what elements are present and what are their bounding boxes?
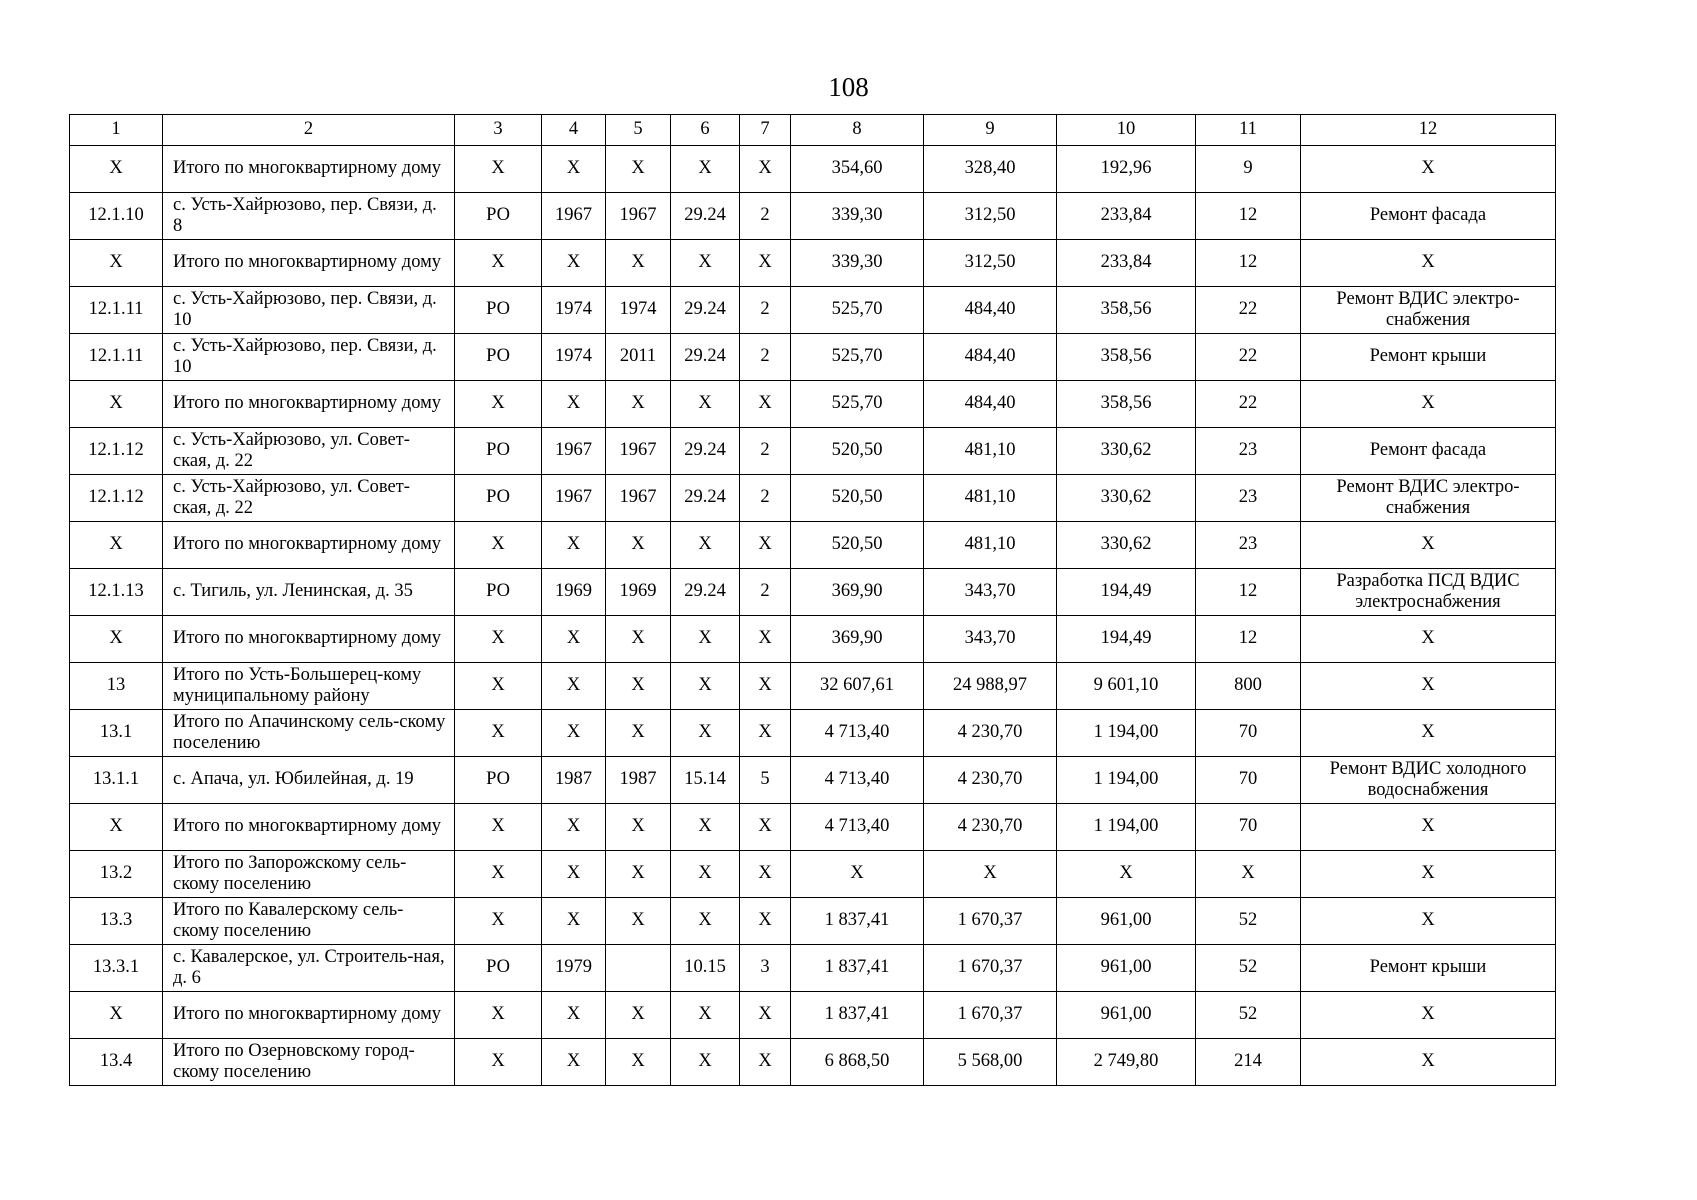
table-cell-col-4: X: [542, 146, 606, 193]
table-cell-col-5: 2011: [606, 334, 671, 381]
table-row: [70, 287, 1556, 334]
table-cell-col-12: X: [1301, 851, 1556, 898]
table-cell-col-11: 52: [1196, 992, 1301, 1039]
column-header-10: 10: [1057, 115, 1196, 146]
table-cell-col-4: 1967: [542, 193, 606, 240]
table-cell-col-1: X: [70, 616, 163, 663]
table-cell-col-5: 1969: [606, 569, 671, 616]
table-cell-col-2: с. Усть-Хайрюзово, ул. Совет-ская, д. 22: [163, 428, 455, 475]
table-cell-col-9: 24 988,97: [924, 663, 1057, 710]
table-cell-col-6: X: [671, 898, 740, 945]
table-cell-col-12: Ремонт ВДИС холодного водоснабжения: [1301, 757, 1556, 804]
table-cell-col-10: 358,56: [1057, 287, 1196, 334]
table-cell-col-2: Итого по Усть-Большерец-кому муниципальному району: [163, 663, 455, 710]
table-cell-col-7: 5: [740, 757, 791, 804]
table-cell-col-7: X: [740, 1039, 791, 1086]
table-cell-col-7: X: [740, 898, 791, 945]
table-row: [70, 851, 1556, 898]
table-cell-col-12: Разработка ПСД ВДИС электроснабжения: [1301, 569, 1556, 616]
table-cell-col-3: РО: [455, 569, 542, 616]
table-cell-col-8: 369,90: [791, 569, 924, 616]
table-cell-col-5: X: [606, 381, 671, 428]
table-cell-col-12: X: [1301, 381, 1556, 428]
table-cell-col-9: 5 568,00: [924, 1039, 1057, 1086]
table-cell-col-7: X: [740, 522, 791, 569]
column-header-5: 5: [606, 115, 671, 146]
table-cell-col-11: 23: [1196, 428, 1301, 475]
table-cell-col-7: 2: [740, 569, 791, 616]
table-cell-col-5: X: [606, 804, 671, 851]
table-cell-col-6: 29.24: [671, 475, 740, 522]
table-cell-col-8: 6 868,50: [791, 1039, 924, 1086]
table-cell-col-7: X: [740, 240, 791, 287]
header-row: [70, 115, 1556, 146]
column-header-2: 2: [163, 115, 455, 146]
table-cell-col-8: 1 837,41: [791, 945, 924, 992]
table-cell-col-11: 23: [1196, 475, 1301, 522]
table-cell-col-6: X: [671, 616, 740, 663]
table-cell-col-9: 484,40: [924, 381, 1057, 428]
table-cell-col-10: 961,00: [1057, 992, 1196, 1039]
table-cell-col-1: X: [70, 240, 163, 287]
table-cell-col-8: 520,50: [791, 522, 924, 569]
table-cell-col-6: X: [671, 381, 740, 428]
table-cell-col-12: Ремонт фасада: [1301, 428, 1556, 475]
table-cell-col-9: 328,40: [924, 146, 1057, 193]
table-cell-col-8: 4 713,40: [791, 804, 924, 851]
table-cell-col-7: 2: [740, 287, 791, 334]
table-cell-col-11: 9: [1196, 146, 1301, 193]
column-header-8: 8: [791, 115, 924, 146]
table-row: [70, 240, 1556, 287]
table-cell-col-2: Итого по многоквартирному дому: [163, 616, 455, 663]
table-cell-col-3: РО: [455, 475, 542, 522]
table-cell-col-3: X: [455, 710, 542, 757]
table-cell-col-3: X: [455, 898, 542, 945]
table-cell-col-8: 4 713,40: [791, 757, 924, 804]
table-cell-col-6: X: [671, 522, 740, 569]
table-cell-col-6: 29.24: [671, 334, 740, 381]
table-cell-col-12: X: [1301, 992, 1556, 1039]
table-cell-col-10: 1 194,00: [1057, 710, 1196, 757]
table-cell-col-7: X: [740, 146, 791, 193]
table-cell-col-3: РО: [455, 334, 542, 381]
table-cell-col-7: X: [740, 710, 791, 757]
table-cell-col-2: с. Кавалерское, ул. Строитель-ная, д. 6: [163, 945, 455, 992]
table-cell-col-9: 484,40: [924, 334, 1057, 381]
table-cell-col-2: Итого по Озерновскому город-скому поселению: [163, 1039, 455, 1086]
table-cell-col-12: Ремонт крыши: [1301, 945, 1556, 992]
table-cell-col-4: X: [542, 804, 606, 851]
page-number: 108: [828, 72, 869, 102]
table-cell-col-5: X: [606, 146, 671, 193]
table-row: [70, 193, 1556, 240]
table-cell-col-9: 1 670,37: [924, 898, 1057, 945]
table-cell-col-5: X: [606, 1039, 671, 1086]
table-cell-col-12: Ремонт фасада: [1301, 193, 1556, 240]
table-cell-col-5: X: [606, 522, 671, 569]
table-cell-col-11: 22: [1196, 381, 1301, 428]
table-cell-col-5: X: [606, 898, 671, 945]
table-cell-col-11: X: [1196, 851, 1301, 898]
table-cell-col-7: X: [740, 804, 791, 851]
table-cell-col-9: 484,40: [924, 287, 1057, 334]
table-cell-col-12: X: [1301, 898, 1556, 945]
table-row: [70, 710, 1556, 757]
column-header-6: 6: [671, 115, 740, 146]
table-cell-col-10: 330,62: [1057, 475, 1196, 522]
table-cell-col-9: X: [924, 851, 1057, 898]
table-cell-col-11: 70: [1196, 757, 1301, 804]
table-cell-col-2: с. Усть-Хайрюзово, пер. Связи, д. 8: [163, 193, 455, 240]
table-cell-col-2: Итого по Запорожскому сель-скому поселению: [163, 851, 455, 898]
table-cell-col-8: 525,70: [791, 334, 924, 381]
table-cell-col-2: с. Усть-Хайрюзово, пер. Связи, д. 10: [163, 287, 455, 334]
table-cell-col-6: X: [671, 240, 740, 287]
table-cell-col-11: 52: [1196, 898, 1301, 945]
table-cell-col-8: 520,50: [791, 428, 924, 475]
table-cell-col-10: 1 194,00: [1057, 757, 1196, 804]
table-cell-col-1: 12.1.13: [70, 569, 163, 616]
table-cell-col-5: X: [606, 992, 671, 1039]
table-cell-col-4: X: [542, 710, 606, 757]
table-cell-col-5: 1974: [606, 287, 671, 334]
table-cell-col-10: 1 194,00: [1057, 804, 1196, 851]
table-cell-col-10: 961,00: [1057, 898, 1196, 945]
table-cell-col-11: 12: [1196, 240, 1301, 287]
table-cell-col-6: 15.14: [671, 757, 740, 804]
table-cell-col-3: X: [455, 146, 542, 193]
table-row: [70, 428, 1556, 475]
table-row: [70, 146, 1556, 193]
table-cell-col-9: 1 670,37: [924, 992, 1057, 1039]
table-cell-col-2: с. Усть-Хайрюзово, ул. Совет-ская, д. 22: [163, 475, 455, 522]
table-cell-col-9: 312,50: [924, 240, 1057, 287]
table-cell-col-3: X: [455, 616, 542, 663]
table-cell-col-1: 12.1.12: [70, 475, 163, 522]
table-cell-col-12: X: [1301, 710, 1556, 757]
table-cell-col-1: X: [70, 146, 163, 193]
table-cell-col-10: 194,49: [1057, 616, 1196, 663]
table-cell-col-11: 800: [1196, 663, 1301, 710]
table-cell-col-5: 1967: [606, 193, 671, 240]
table-cell-col-1: 12.1.10: [70, 193, 163, 240]
table-cell-col-9: 1 670,37: [924, 945, 1057, 992]
table-cell-col-1: 13.3.1: [70, 945, 163, 992]
table-cell-col-2: Итого по многоквартирному дому: [163, 992, 455, 1039]
table-cell-col-3: X: [455, 1039, 542, 1086]
table-cell-col-4: X: [542, 663, 606, 710]
table-cell-col-9: 4 230,70: [924, 710, 1057, 757]
table-cell-col-5: X: [606, 663, 671, 710]
table-cell-col-10: 358,56: [1057, 381, 1196, 428]
table-cell-col-6: X: [671, 146, 740, 193]
table-cell-col-1: 13: [70, 663, 163, 710]
table-cell-col-3: X: [455, 240, 542, 287]
data-table: [69, 114, 1556, 1086]
table-cell-col-7: 2: [740, 475, 791, 522]
table-cell-col-4: 1979: [542, 945, 606, 992]
table-cell-col-11: 12: [1196, 569, 1301, 616]
table-cell-col-7: X: [740, 381, 791, 428]
table-cell-col-10: 330,62: [1057, 522, 1196, 569]
table-cell-col-2: с. Усть-Хайрюзово, пер. Связи, д. 10: [163, 334, 455, 381]
table-cell-col-1: 12.1.11: [70, 287, 163, 334]
table-cell-col-1: 12.1.12: [70, 428, 163, 475]
table-cell-col-2: Итого по многоквартирному дому: [163, 522, 455, 569]
table-cell-col-3: РО: [455, 945, 542, 992]
table-cell-col-4: X: [542, 240, 606, 287]
column-header-1: 1: [70, 115, 163, 146]
table-cell-col-6: 29.24: [671, 428, 740, 475]
table-cell-col-1: 13.4: [70, 1039, 163, 1086]
table-cell-col-9: 312,50: [924, 193, 1057, 240]
table-cell-col-8: 1 837,41: [791, 992, 924, 1039]
table-cell-col-11: 12: [1196, 616, 1301, 663]
table-cell-col-1: X: [70, 381, 163, 428]
table-row: [70, 945, 1556, 992]
table-cell-col-6: X: [671, 851, 740, 898]
table-cell-col-3: X: [455, 851, 542, 898]
table-row: [70, 522, 1556, 569]
table-cell-col-7: 2: [740, 193, 791, 240]
table-cell-col-12: X: [1301, 240, 1556, 287]
table-cell-col-8: 4 713,40: [791, 710, 924, 757]
table-cell-col-4: X: [542, 522, 606, 569]
table-cell-col-2: с. Апача, ул. Юбилейная, д. 19: [163, 757, 455, 804]
table-cell-col-3: РО: [455, 193, 542, 240]
table-cell-col-10: 330,62: [1057, 428, 1196, 475]
table-body: [70, 115, 1556, 1086]
table-cell-col-3: X: [455, 381, 542, 428]
table-cell-col-11: 22: [1196, 334, 1301, 381]
table-row: [70, 475, 1556, 522]
table-cell-col-4: X: [542, 898, 606, 945]
table-cell-col-5: 1967: [606, 428, 671, 475]
table-cell-col-7: X: [740, 616, 791, 663]
table-cell-col-2: Итого по многоквартирному дому: [163, 381, 455, 428]
table-cell-col-4: 1974: [542, 287, 606, 334]
table-cell-col-1: X: [70, 522, 163, 569]
table-cell-col-12: X: [1301, 663, 1556, 710]
table-cell-col-12: Ремонт ВДИС электро-снабжения: [1301, 287, 1556, 334]
table-cell-col-12: X: [1301, 146, 1556, 193]
table-cell-col-3: РО: [455, 428, 542, 475]
table-cell-col-4: 1969: [542, 569, 606, 616]
table-cell-col-11: 214: [1196, 1039, 1301, 1086]
table-cell-col-2: с. Тигиль, ул. Ленинская, д. 35: [163, 569, 455, 616]
table-cell-col-10: 2 749,80: [1057, 1039, 1196, 1086]
table-cell-col-11: 12: [1196, 193, 1301, 240]
table-cell-col-7: 2: [740, 334, 791, 381]
table-cell-col-7: 2: [740, 428, 791, 475]
table-cell-col-9: 343,70: [924, 616, 1057, 663]
table-cell-col-10: 961,00: [1057, 945, 1196, 992]
table-row: [70, 804, 1556, 851]
table-cell-col-6: X: [671, 992, 740, 1039]
table-cell-col-4: 1967: [542, 475, 606, 522]
table-cell-col-8: 369,90: [791, 616, 924, 663]
table-cell-col-11: 70: [1196, 710, 1301, 757]
column-header-9: 9: [924, 115, 1057, 146]
table-cell-col-10: 192,96: [1057, 146, 1196, 193]
column-header-3: 3: [455, 115, 542, 146]
table-cell-col-8: 354,60: [791, 146, 924, 193]
table-cell-col-5: 1967: [606, 475, 671, 522]
table-cell-col-9: 481,10: [924, 522, 1057, 569]
table-cell-col-1: 13.1.1: [70, 757, 163, 804]
table-cell-col-6: 10.15: [671, 945, 740, 992]
table-cell-col-10: 233,84: [1057, 193, 1196, 240]
table-cell-col-6: X: [671, 663, 740, 710]
table-cell-col-1: 12.1.11: [70, 334, 163, 381]
table-cell-col-9: 343,70: [924, 569, 1057, 616]
table-row: [70, 663, 1556, 710]
table-cell-col-6: X: [671, 710, 740, 757]
table-cell-col-8: 339,30: [791, 240, 924, 287]
table-cell-col-9: 481,10: [924, 475, 1057, 522]
table-cell-col-3: X: [455, 804, 542, 851]
table-cell-col-12: Ремонт крыши: [1301, 334, 1556, 381]
table-cell-col-11: 70: [1196, 804, 1301, 851]
table-cell-col-6: 29.24: [671, 569, 740, 616]
table-cell-col-3: РО: [455, 287, 542, 334]
table-cell-col-8: 32 607,61: [791, 663, 924, 710]
table-cell-col-5: 1987: [606, 757, 671, 804]
table-cell-col-4: X: [542, 851, 606, 898]
table-cell-col-12: X: [1301, 616, 1556, 663]
table-cell-col-3: X: [455, 663, 542, 710]
table-cell-col-4: 1967: [542, 428, 606, 475]
table-cell-col-8: X: [791, 851, 924, 898]
table-cell-col-12: X: [1301, 804, 1556, 851]
table-cell-col-1: X: [70, 992, 163, 1039]
table-cell-col-7: X: [740, 663, 791, 710]
table-cell-col-8: 525,70: [791, 381, 924, 428]
table-cell-col-7: X: [740, 992, 791, 1039]
table-cell-col-11: 52: [1196, 945, 1301, 992]
table-cell-col-10: 358,56: [1057, 334, 1196, 381]
table-cell-col-8: 339,30: [791, 193, 924, 240]
table-row: [70, 757, 1556, 804]
table-cell-col-4: X: [542, 616, 606, 663]
table-cell-col-3: X: [455, 522, 542, 569]
table-cell-col-1: X: [70, 804, 163, 851]
table-cell-col-9: 4 230,70: [924, 804, 1057, 851]
table-cell-col-10: 9 601,10: [1057, 663, 1196, 710]
table-cell-col-5: X: [606, 240, 671, 287]
table-cell-col-7: X: [740, 851, 791, 898]
table-cell-col-12: X: [1301, 522, 1556, 569]
table-cell-col-3: РО: [455, 757, 542, 804]
table-cell-col-5: X: [606, 616, 671, 663]
table-cell-col-8: 1 837,41: [791, 898, 924, 945]
table-cell-col-4: 1974: [542, 334, 606, 381]
table-cell-col-2: Итого по многоквартирному дому: [163, 804, 455, 851]
table-row: [70, 334, 1556, 381]
table-cell-col-6: X: [671, 1039, 740, 1086]
table-row: [70, 992, 1556, 1039]
table-cell-col-6: 29.24: [671, 287, 740, 334]
column-header-7: 7: [740, 115, 791, 146]
table-cell-col-11: 22: [1196, 287, 1301, 334]
table-cell-col-5: X: [606, 851, 671, 898]
table-cell-col-12: X: [1301, 1039, 1556, 1086]
table-row: [70, 569, 1556, 616]
table-row: [70, 616, 1556, 663]
table-cell-col-2: Итого по многоквартирному дому: [163, 146, 455, 193]
column-header-4: 4: [542, 115, 606, 146]
table-cell-col-11: 23: [1196, 522, 1301, 569]
column-header-11: 11: [1196, 115, 1301, 146]
table-cell-col-3: X: [455, 992, 542, 1039]
table-cell-col-7: 3: [740, 945, 791, 992]
column-header-12: 12: [1301, 115, 1556, 146]
table-cell-col-2: Итого по Кавалерскому сель-скому поселению: [163, 898, 455, 945]
table-row: [70, 898, 1556, 945]
table-cell-col-4: X: [542, 381, 606, 428]
table-cell-col-4: X: [542, 992, 606, 1039]
table-cell-col-4: X: [542, 1039, 606, 1086]
table-cell-col-10: X: [1057, 851, 1196, 898]
table-cell-col-6: X: [671, 804, 740, 851]
table-cell-col-4: 1987: [542, 757, 606, 804]
table-cell-col-1: 13.1: [70, 710, 163, 757]
table-cell-col-9: 481,10: [924, 428, 1057, 475]
table-cell-col-1: 13.2: [70, 851, 163, 898]
table-cell-col-5: [606, 945, 671, 992]
table-cell-col-10: 194,49: [1057, 569, 1196, 616]
table-cell-col-6: 29.24: [671, 193, 740, 240]
table-cell-col-9: 4 230,70: [924, 757, 1057, 804]
table-row: [70, 381, 1556, 428]
table-cell-col-10: 233,84: [1057, 240, 1196, 287]
table-cell-col-2: Итого по многоквартирному дому: [163, 240, 455, 287]
table-cell-col-8: 525,70: [791, 287, 924, 334]
table-cell-col-5: X: [606, 710, 671, 757]
table-row: [70, 1039, 1556, 1086]
table-cell-col-1: 13.3: [70, 898, 163, 945]
table-cell-col-8: 520,50: [791, 475, 924, 522]
table-cell-col-12: Ремонт ВДИС электро-снабжения: [1301, 475, 1556, 522]
table-cell-col-2: Итого по Апачинскому сель-скому поселению: [163, 710, 455, 757]
